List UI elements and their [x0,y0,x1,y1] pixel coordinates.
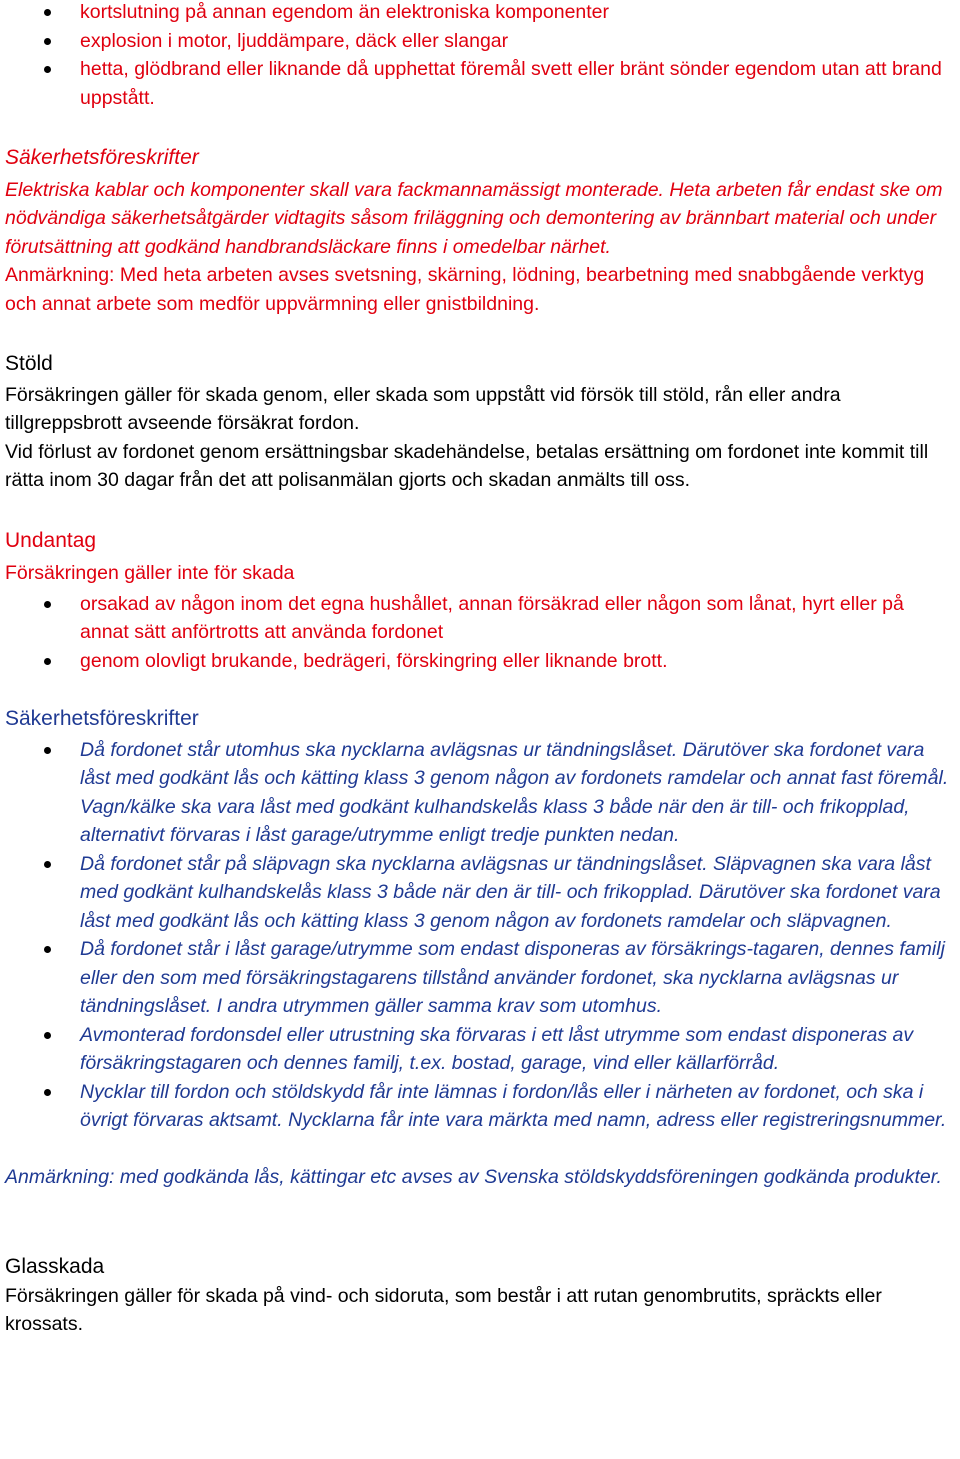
section-heading-sakerhet-2: Säkerhetsföreskrifter [5,707,199,730]
undantag-intro: Försäkringen gäller inte för skada [5,562,295,584]
undantag-list [5,590,955,676]
section-heading-sakerhet-1: Säkerhetsföreskrifter [5,146,199,169]
glasskada-paragraph: Försäkringen gäller för skada på vind- och sidoruta, som består i att rutan genombrutits, spräckts eller krossats. [5,1284,882,1335]
stold-paragraph-2: Vid förlust av fordonet genom ersättningsbar skadehändelse, betalas ersättning om fordonet inte kommit till rätta inom 30 dagar från det att polisanmälan gjorts och skadan anmälts till oss. [5,440,929,491]
list-item: kortslutning på annan egendom än elektroniska komponenter [5,0,955,27]
sakerhet-note-2: Anmärkning: med godkända lås, kättingar etc avses av Svenska stöldskyddsföreningen godkända produkter. [5,1165,942,1188]
list-item: orsakad av någon inom det egna hushållet, annan försäkrad eller någon som lånat, hyrt eller på annat sätt anförtrotts att använda fordonet [5,590,955,647]
section-heading-undantag: Undantag [5,528,97,552]
list-item: Då fordonet står på släpvagn ska nycklarna avlägsnas ur tändningslåset. Släpvagnen ska vara låst med godkänt kulhandskelås klass 3 både när den är till- och frikopplad. Därutöver ska fordonet vara låst med godkänt lås och kätting klass 3 genom någon av fordonets ramdelar och släpvagnen. [5,850,955,936]
list-item: Då fordonet står utomhus ska nycklarna avlägsnas ur tändningslåset. Därutöver ska fordonet vara låst med godkänt lås och kätting klass 3 genom någon av fordonets ramdelar och annat fast föremål. Vagn/kälke ska vara låst med godkänt kulhandskelås klass 3 både när den är till- och frikopplad, alternativt förvaras i låst garage/utrymme enligt tredje punkten nedan. [5,736,955,850]
list-item: genom olovligt brukande, bedrägeri, förskingring eller liknande brott. [5,647,955,676]
section-heading-stold: Stöld [5,352,53,375]
stold-paragraph-1: Försäkringen gäller för skada genom, eller skada som uppstått vid försök till stöld, rån eller andra tillgreppsbrott avseende försäkrat fordon. [5,383,841,434]
section-heading-glasskada: Glasskada [5,1255,105,1278]
list-item: hetta, glödbrand eller liknande då upphettat föremål svett eller bränt sönder egendom utan att brand uppstått. [5,55,955,112]
list-item: Då fordonet står i låst garage/utrymme som endast disponeras av försäkrings-tagaren, dennes familj eller den som med försäkringstagarens tillstånd använder fordonet, ska nycklarna avlägsnas ur tändningslåset. I andra utrymmen gäller samma krav som utomhus. [5,935,955,1021]
sakerhet-note: Anmärkning: Med heta arbeten avses svetsning, skärning, lödning, bearbetning med snabbgående verktyg och annat arbete som medför uppvärmning eller gnistbildning. [5,264,925,315]
list-item: Avmonterad fordonsdel eller utrustning ska förvaras i ett låst utrymme som endast disponeras av försäkringstagaren och dennes familj, t.ex. bostad, garage, vind eller källarförråd. [5,1021,955,1078]
list-item: explosion i motor, ljuddämpare, däck eller slangar [5,27,955,56]
document-page [5,0,955,1339]
sakerhet-paragraph: Elektriska kablar och komponenter skall vara fackmannamässigt monterade. Heta arbeten får endast ske om nödvändiga säkerhetsåtgärder vidtagits såsom friläggning och demontering av brännbart material och under förutsättning att godkänd handbrandsläckare finns i omedelbar närhet. [5,178,943,258]
list-item: Nycklar till fordon och stöldskydd får inte lämnas i fordon/lås eller i närheten av fordonet, och ska i övrigt förvaras aktsamt. Nycklarna får inte vara märkta med namn, adress eller registreringsnummer. [5,1078,955,1135]
sakerhet-list [5,736,955,1135]
top-bullet-list [5,0,955,112]
